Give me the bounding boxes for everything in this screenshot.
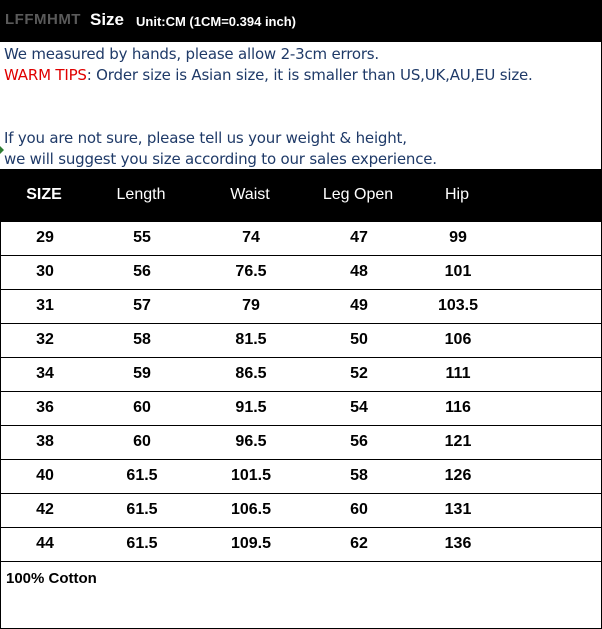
cell-length: 56	[133, 263, 151, 280]
cell-leg-open: 49	[350, 297, 368, 314]
suggest-note: we will suggest you size according to our sales experience.	[4, 150, 437, 168]
cell-leg-open: 54	[350, 399, 368, 416]
table-row	[0, 289, 602, 323]
cell-length: 59	[133, 365, 151, 382]
cell-waist: 91.5	[235, 399, 267, 416]
table-row	[0, 357, 602, 391]
warm-tips-note	[4, 66, 533, 84]
cell-leg-open: 50	[350, 331, 368, 348]
table-header	[0, 169, 602, 221]
cell-leg-open: 47	[350, 229, 368, 246]
table-row	[0, 493, 602, 527]
cell-leg-open: 52	[350, 365, 368, 382]
cell-length: 61.5	[126, 467, 158, 484]
cell-size: 40	[36, 467, 54, 484]
cell-size: 42	[36, 501, 54, 518]
cell-hip: 116	[445, 399, 471, 416]
cell-hip: 101	[444, 263, 472, 280]
cell-length: 55	[133, 229, 151, 246]
cell-length: 58	[133, 331, 151, 348]
cell-leg-open: 56	[350, 433, 368, 450]
cell-size: 38	[36, 433, 54, 450]
cell-hip: 103.5	[437, 297, 479, 314]
cell-hip: 126	[444, 467, 472, 484]
notes-section	[0, 42, 602, 169]
cell-size: 32	[36, 331, 54, 348]
table-row	[0, 221, 602, 255]
table-row	[0, 425, 602, 459]
cell-hip: 106	[444, 331, 472, 348]
table-row	[0, 459, 602, 493]
cell-waist: 96.5	[235, 433, 267, 450]
cell-size: 29	[36, 229, 54, 246]
unit-note: Unit:CM (1CM=0.394 inch)	[136, 14, 296, 29]
header-leg-open: Leg Open	[322, 186, 394, 203]
cell-length: 57	[133, 297, 151, 314]
cell-leg-open: 58	[350, 467, 368, 484]
cell-hip: 131	[444, 501, 472, 518]
cell-size: 30	[36, 263, 54, 280]
header-waist: Waist	[230, 186, 270, 203]
size-title: Size	[90, 10, 125, 29]
material-footer	[0, 561, 602, 629]
cell-waist: 74	[242, 229, 260, 246]
measure-note: We measured by hands, please allow 2-3cm errors.	[4, 45, 379, 63]
cell-waist: 81.5	[235, 331, 267, 348]
cell-length: 61.5	[126, 535, 158, 552]
cell-waist: 101.5	[230, 467, 272, 484]
cell-size: 44	[36, 535, 54, 552]
cell-size: 36	[36, 399, 54, 416]
corner-marker	[0, 146, 4, 154]
table-row	[0, 391, 602, 425]
cell-waist: 76.5	[235, 263, 267, 280]
cell-waist: 86.5	[235, 365, 267, 382]
title-bar	[0, 0, 602, 42]
table-row	[0, 255, 602, 289]
cell-waist: 79	[242, 297, 260, 314]
cell-hip: 136	[444, 535, 472, 552]
table-row	[0, 323, 602, 357]
cell-size: 34	[36, 365, 54, 382]
cell-hip: 121	[444, 433, 472, 450]
contact-note: If you are not sure, please tell us your weight & height,	[4, 129, 407, 147]
cell-leg-open: 48	[350, 263, 368, 280]
cell-waist: 109.5	[230, 535, 272, 552]
cell-size: 31	[36, 297, 54, 314]
cell-length: 60	[133, 399, 151, 416]
cell-leg-open: 60	[350, 501, 368, 518]
warm-tips-text: : Order size is Asian size, it is smaller than US,UK,AU,EU size.	[86, 66, 533, 84]
brand-watermark: LFFMHMT	[5, 11, 81, 28]
table-row	[0, 527, 602, 561]
material-label: 100% Cotton	[6, 570, 97, 587]
cell-length: 61.5	[126, 501, 158, 518]
cell-leg-open: 62	[350, 535, 368, 552]
header-length: Length	[116, 186, 166, 203]
cell-hip: 99	[449, 229, 467, 246]
header-hip: Hip	[444, 186, 469, 203]
cell-hip: 111	[445, 365, 471, 382]
cell-length: 60	[133, 433, 151, 450]
cell-waist: 106.5	[230, 501, 272, 518]
warm-tips-label: WARM TIPS	[4, 66, 87, 84]
header-size: SIZE	[26, 186, 62, 203]
